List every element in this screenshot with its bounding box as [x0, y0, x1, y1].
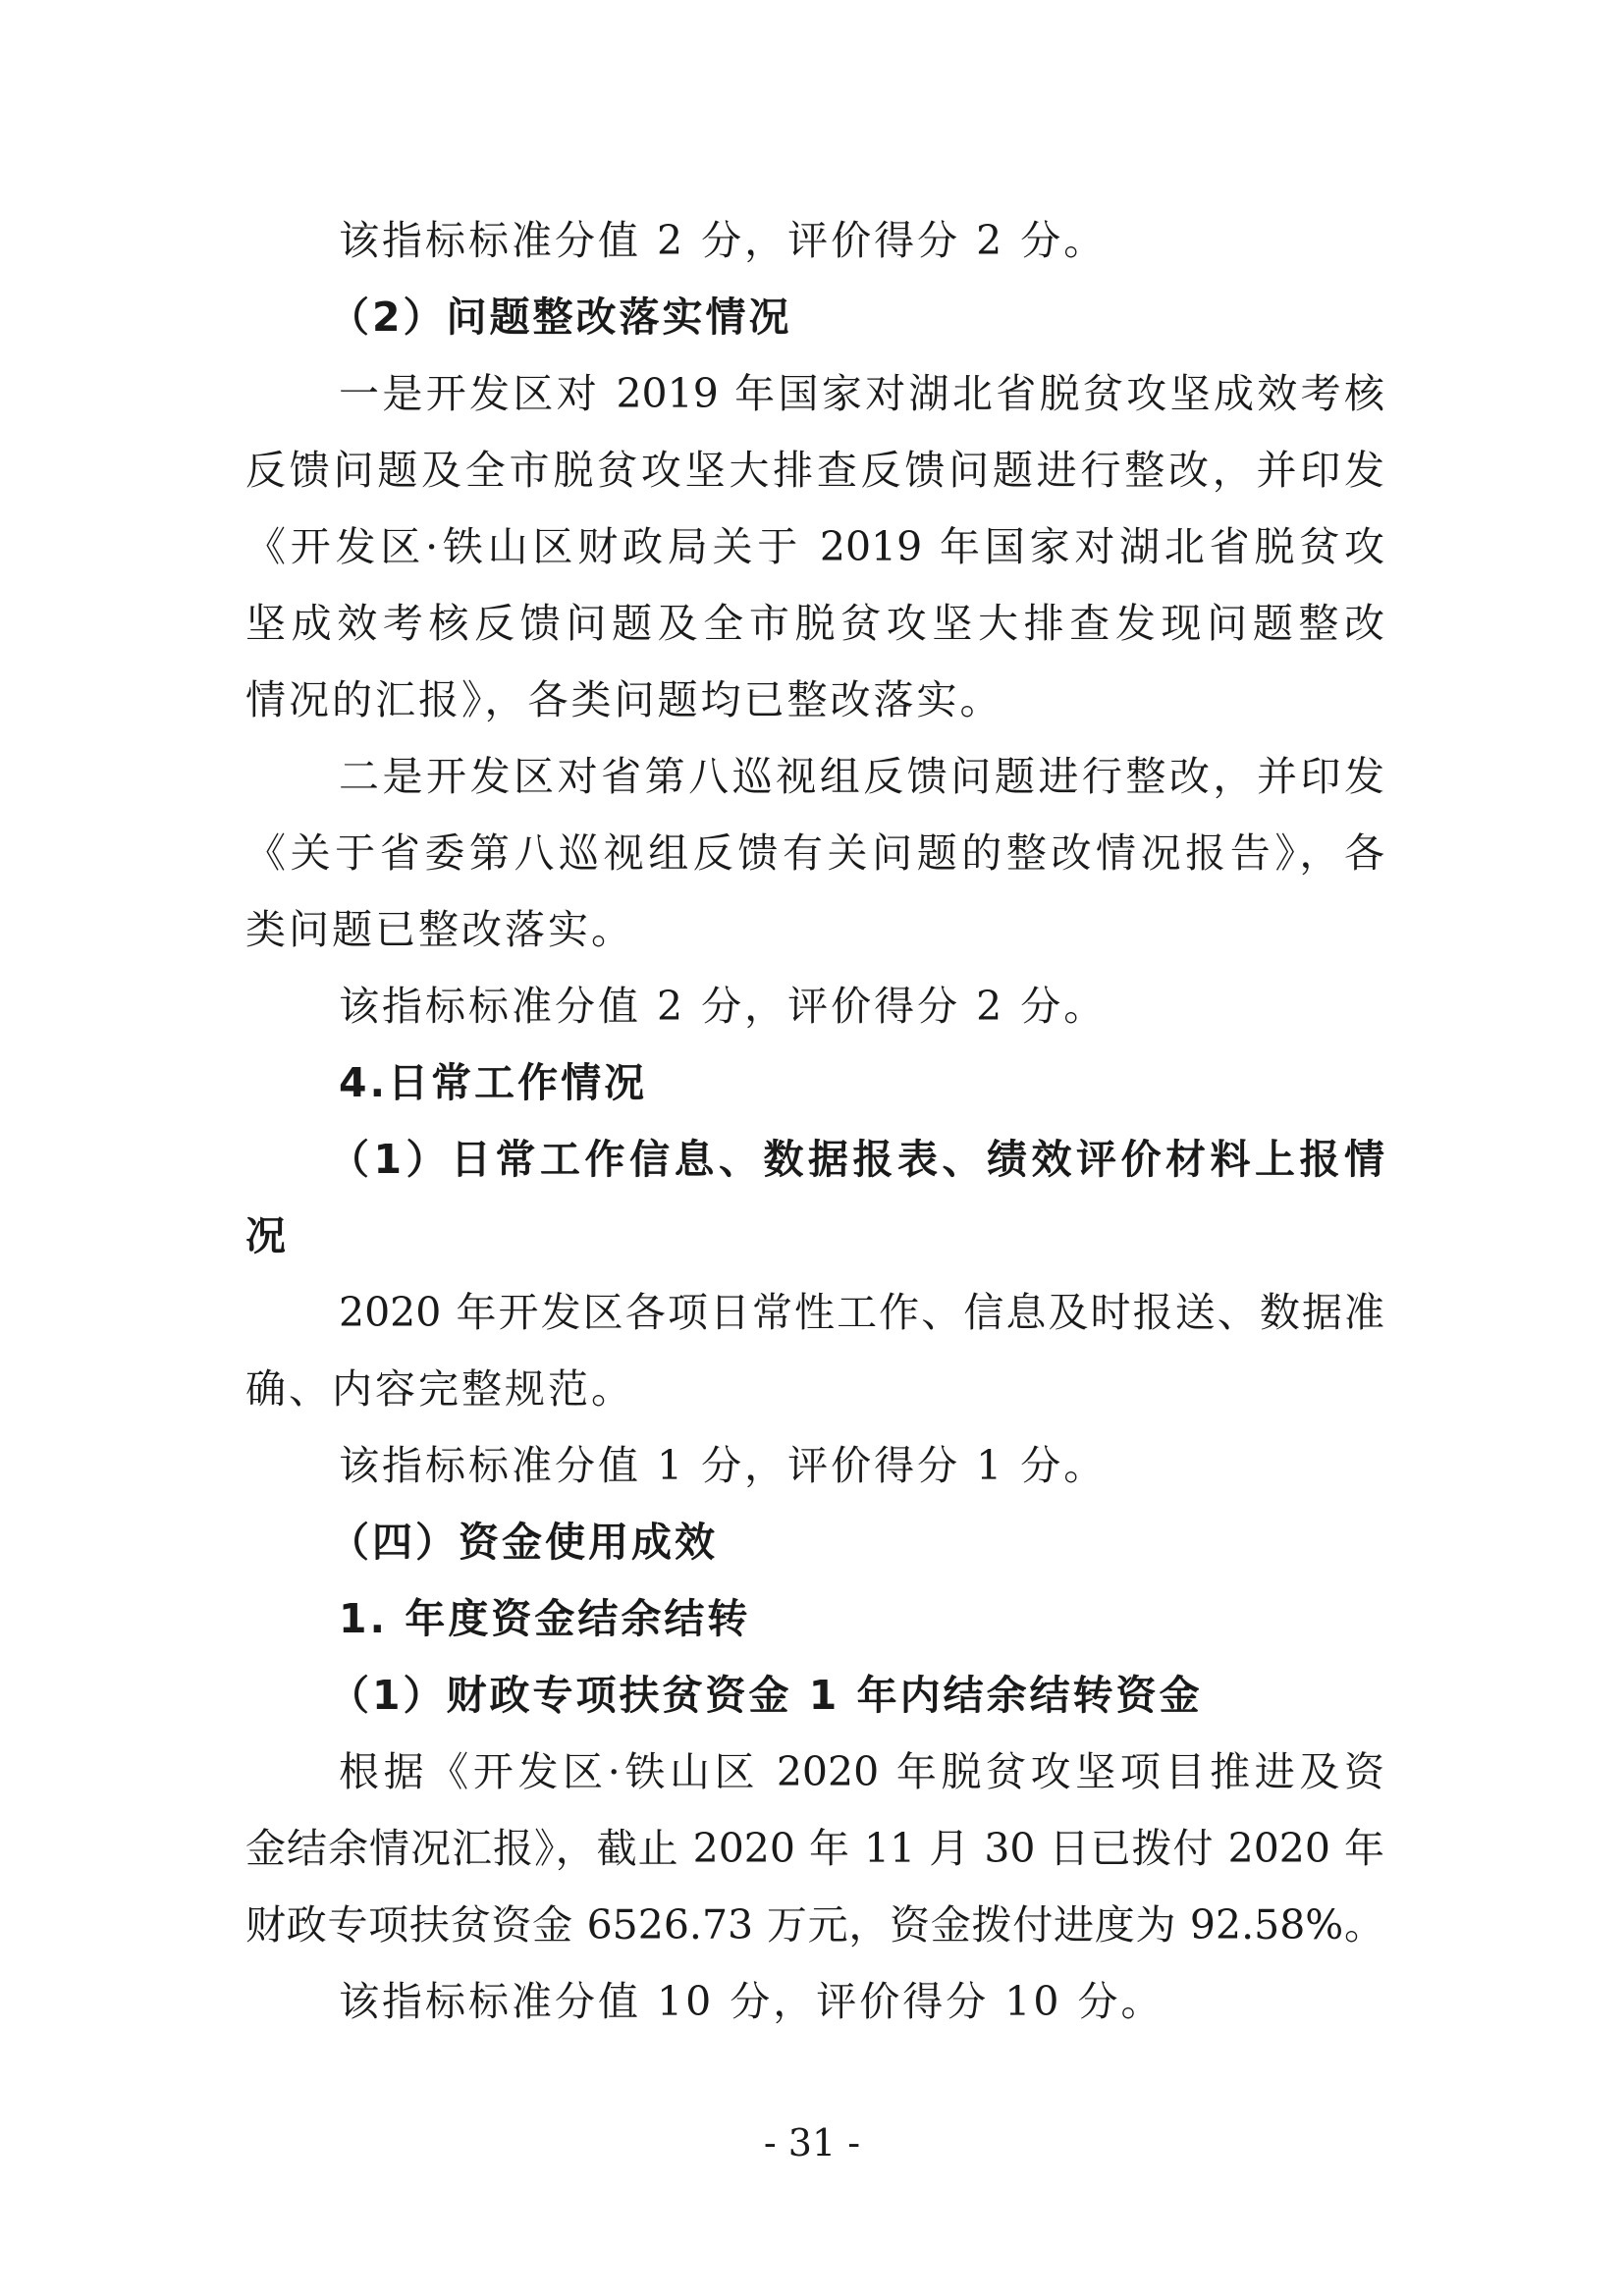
- score-line-4: 该指标标准分值 10 分，评价得分 10 分。: [339, 1978, 1164, 2025]
- score-line-1: 该指标标准分值 2 分，评价得分 2 分。: [339, 217, 1108, 264]
- paragraph-line: 二是开发区对省第八巡视组反馈问题进行整改，并印发: [339, 753, 1384, 800]
- paragraph-line: 坚成效考核反馈问题及全市脱贫攻坚大排查发现问题整改: [245, 600, 1384, 647]
- score-line-3: 该指标标准分值 1 分，评价得分 1 分。: [339, 1442, 1108, 1489]
- heading-special-fund: （1）财政专项扶贫资金 1 年内结余结转资金: [329, 1672, 1203, 1719]
- paragraph-line: 情况的汇报》，各类问题均已整改落实。: [245, 676, 1003, 723]
- paragraph-line: 类问题已整改落实。: [245, 906, 634, 953]
- heading-daily-info: （1）日常工作信息、数据报表、绩效评价材料上报情: [329, 1136, 1384, 1183]
- paragraph-line: 金结余情况汇报》，截止 2020 年 11 月 30 日已拨付 2020 年: [245, 1825, 1384, 1872]
- paragraph-line: 《开发区·铁山区财政局关于 2019 年国家对湖北省脱贫攻: [245, 523, 1384, 570]
- heading-rectification: （2）问题整改落实情况: [329, 294, 792, 341]
- paragraph-line: 一是开发区对 2019 年国家对湖北省脱贫攻坚成效考核: [339, 370, 1384, 417]
- heading-annual-balance: 1. 年度资金结余结转: [339, 1595, 751, 1642]
- paragraph-line: 根据《开发区·铁山区 2020 年脱贫攻坚项目推进及资: [339, 1748, 1384, 1795]
- score-line-2: 该指标标准分值 2 分，评价得分 2 分。: [339, 983, 1108, 1030]
- page-number: - 31 -: [763, 2121, 861, 2164]
- heading-fund-effect: （四）资金使用成效: [329, 1519, 718, 1566]
- heading-daily-info-cont: 况: [245, 1212, 289, 1259]
- heading-daily-work: 4.日常工作情况: [339, 1059, 648, 1106]
- paragraph-line: 财政专项扶贫资金 6526.73 万元，资金拨付进度为 92.58%。: [245, 1901, 1384, 1949]
- paragraph-line: 确、内容完整规范。: [245, 1365, 634, 1413]
- paragraph-line: 反馈问题及全市脱贫攻坚大排查反馈问题进行整改，并印发: [245, 447, 1384, 494]
- paragraph-line: 《关于省委第八巡视组反馈有关问题的整改情况报告》，各: [245, 829, 1384, 877]
- paragraph-line: 2020 年开发区各项日常性工作、信息及时报送、数据准: [339, 1289, 1384, 1336]
